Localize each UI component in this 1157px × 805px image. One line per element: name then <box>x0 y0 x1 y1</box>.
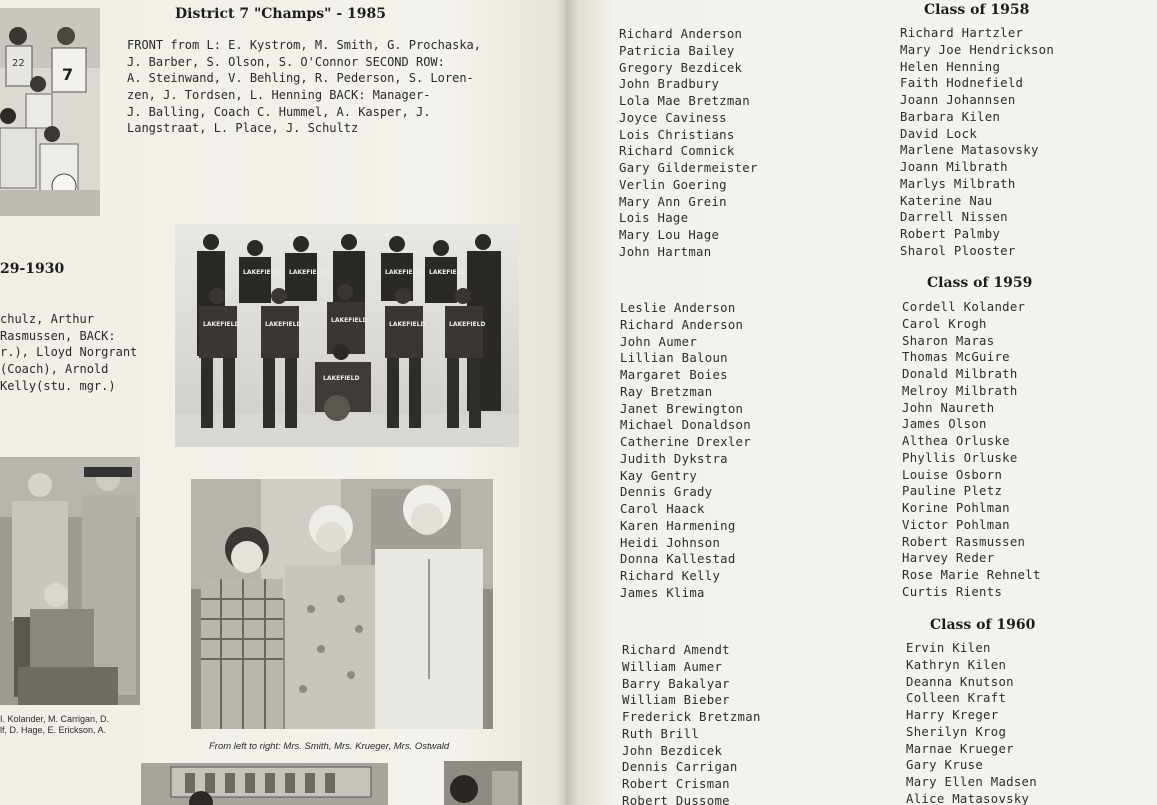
list-item: Colleen Kraft <box>906 691 1007 706</box>
list-item: Richard Amendt <box>622 643 730 657</box>
list-item: Harvey Reder <box>902 551 995 566</box>
list-item: Carol Haack <box>620 502 705 516</box>
list-item: Joyce Caviness <box>619 110 727 125</box>
list-item: Alice Matasovsky <box>906 791 1030 805</box>
list-item: Louise Osborn <box>902 467 1003 482</box>
list-item: Gary Kruse <box>906 758 984 773</box>
list-item: Melroy Milbrath <box>902 383 1018 398</box>
list-item: Marnae Krueger <box>906 741 1014 756</box>
list-item: Richard Comnick <box>619 144 735 159</box>
list-item: Victor Pohlman <box>902 517 1010 532</box>
caption-line: chulz, Arthur <box>0 312 94 326</box>
list-item: Robert Crisman <box>622 777 730 791</box>
list-item: Mary Joe Hendrickson <box>900 42 1055 57</box>
list-item: Barry Bakalyar <box>622 676 730 691</box>
list-item: Korine Pohlman <box>902 501 1010 515</box>
list-item: John Bezdicek <box>622 743 723 758</box>
list-item: Lillian Baloun <box>620 351 728 366</box>
list-item: Sharol Plooster <box>900 243 1016 258</box>
list-item: Althea Orluske <box>902 434 1010 448</box>
class-1960-heading: Class of 1960 <box>930 617 1036 633</box>
list-item: Sharon Maras <box>902 333 995 348</box>
svg-text:LAKEFIELD: LAKEFIELD <box>331 317 368 324</box>
class-1959-heading: Class of 1959 <box>927 275 1033 291</box>
caption-line: I. Kolander, M. Carrigan, D. <box>0 714 110 724</box>
caption-line: Langstraat, L. Place, J. Schultz <box>127 121 359 136</box>
list-item: Catherine Drexler <box>620 435 751 449</box>
caption-line: J. Balling, Coach C. Hummel, A. Kasper, J. <box>127 104 431 119</box>
list-item: Marlene Matasovsky <box>900 143 1039 158</box>
list-item: Donna Kallestad <box>620 552 736 567</box>
list-item: Phyllis Orluske <box>902 450 1018 465</box>
svg-text:LAKEFIELD: LAKEFIELD <box>385 269 422 276</box>
caption-line: Rasmussen, BACK: <box>0 328 116 343</box>
svg-text:LAKEFIELD: LAKEFIELD <box>429 269 466 276</box>
list-item: Margaret Boies <box>620 368 728 382</box>
svg-text:LAKEFIELD: LAKEFIELD <box>289 269 326 276</box>
men-group-photo <box>0 457 140 705</box>
list-item: Dennis Carrigan <box>622 760 738 775</box>
caption-line: lf, D. Hage, E. Erickson, A. <box>0 725 107 735</box>
class-list-column1-group3 <box>622 642 761 805</box>
list-item: Pauline Pletz <box>902 484 1003 499</box>
list-item: Lola Mae Bretzman <box>619 94 750 108</box>
bottom-photo-left-image <box>141 763 388 805</box>
list-item: Lois Christians <box>619 127 735 142</box>
caption-line: FRONT from L: E. Kystrom, M. Smith, G. Prochaska, <box>127 38 482 52</box>
list-item: Richard Anderson <box>619 27 743 41</box>
list-item: Curtis Rients <box>902 584 1003 599</box>
season-1930-heading: 29-1930 <box>0 261 65 277</box>
list-item: John Naureth <box>902 400 995 415</box>
caption-line: J. Barber, S. Olson, S. O'Connor SECOND ROW: <box>127 54 445 69</box>
class-list-column1-group1 <box>619 26 758 261</box>
list-item: Katerine Nau <box>900 193 993 208</box>
list-item: Thomas McGuire <box>902 350 1010 365</box>
list-item: Rose Marie Rehnelt <box>902 568 1041 582</box>
caption-line: Kelly(stu. mgr.) <box>0 378 116 393</box>
list-item: Ray Bretzman <box>620 384 713 399</box>
list-item: David Lock <box>900 126 978 141</box>
svg-text:22: 22 <box>12 58 25 69</box>
list-item: Janet Brewington <box>620 401 744 416</box>
list-item: John Hartman <box>619 244 712 259</box>
list-item: Mary Ellen Madsen <box>906 775 1037 789</box>
season-1930-caption <box>0 311 137 394</box>
champs-1985-caption <box>127 37 481 137</box>
svg-text:LAKEFIELD: LAKEFIELD <box>265 321 302 328</box>
list-item: Kathryn Kilen <box>906 657 1007 672</box>
list-item: Richard Anderson <box>620 317 744 332</box>
svg-text:LAKEFIELD: LAKEFIELD <box>243 269 280 276</box>
basketball-team-photo <box>175 224 519 447</box>
caption-line: zen, J. Tordsen, L. Henning BACK: Manager- <box>127 88 431 103</box>
list-item: Kay Gentry <box>620 468 698 483</box>
class-1959-list <box>902 299 1041 601</box>
list-item: Cordell Kolander <box>902 300 1026 314</box>
list-item: Sherilyn Krog <box>906 724 1007 739</box>
list-item: John Aumer <box>620 334 698 349</box>
caption-line: A. Steinwand, V. Behling, R. Pederson, S. Loren- <box>127 71 474 86</box>
list-item: Michael Donaldson <box>620 418 751 433</box>
list-item: Helen Henning <box>900 59 1001 74</box>
list-item: William Aumer <box>622 659 723 674</box>
volleyball-team-photo-image <box>0 8 100 216</box>
list-item: Dennis Grady <box>620 485 713 500</box>
list-item: Harry Kreger <box>906 708 999 722</box>
list-item: Judith Dykstra <box>620 451 728 466</box>
list-item: Gary Gildermeister <box>619 161 758 175</box>
volleyball-team-photo <box>0 8 100 216</box>
men-group-photo-image <box>0 457 140 705</box>
list-item: Leslie Anderson <box>620 301 736 315</box>
svg-text:LAKEFIELD: LAKEFIELD <box>323 375 360 382</box>
list-item: Patricia Bailey <box>619 43 735 58</box>
list-item: Robert Rasmussen <box>902 534 1026 549</box>
list-item: Darrell Nissen <box>900 210 1008 225</box>
list-item: Richard Kelly <box>620 569 721 583</box>
list-item: Robert Palmby <box>900 227 1001 241</box>
list-item: Robert Dussome <box>622 793 730 805</box>
list-item: James Klima <box>620 585 705 600</box>
list-item: Donald Milbrath <box>902 367 1018 381</box>
svg-text:LAKEFIELD: LAKEFIELD <box>389 321 426 328</box>
bottom-photo-left <box>141 763 388 805</box>
list-item: Joann Milbrath <box>900 160 1008 174</box>
caption-line: (Coach), Arnold <box>0 362 109 377</box>
caption-line: r.), Lloyd Norgrant <box>0 345 138 360</box>
list-item: Gregory Bezdicek <box>619 60 743 75</box>
class-1958-list <box>900 25 1054 260</box>
class-list-column1-group2 <box>620 300 751 602</box>
list-item: John Bradbury <box>619 77 720 92</box>
list-item: Faith Hodnefield <box>900 76 1024 91</box>
list-item: Frederick Bretzman <box>622 710 761 724</box>
bottom-photo-right <box>444 761 522 805</box>
svg-text:7: 7 <box>62 65 74 84</box>
women-photo-caption: From left to right: Mrs. Smith, Mrs. Krueger, Mrs. Ostwald <box>209 741 450 752</box>
list-item: Marlys Milbrath <box>900 176 1016 191</box>
list-item: Richard Hartzler <box>900 26 1024 40</box>
list-item: Barbara Kilen <box>900 109 1001 124</box>
list-item: Carol Krogh <box>902 316 987 331</box>
list-item: Ervin Kilen <box>906 641 991 655</box>
class-1960-list <box>906 640 1037 805</box>
list-item: Mary Lou Hage <box>619 228 720 242</box>
bottom-photo-right-image <box>444 761 522 805</box>
men-photo-caption <box>0 714 109 736</box>
book-spine-shadow <box>556 0 578 805</box>
list-item: Deanna Knutson <box>906 674 1014 689</box>
women-photo-image <box>191 479 493 729</box>
list-item: Mary Ann Grein <box>619 194 727 209</box>
list-item: Lois Hage <box>619 211 689 226</box>
champs-1985-heading: District 7 "Champs" - 1985 <box>175 6 386 22</box>
list-item: Ruth Brill <box>622 726 700 741</box>
class-1958-heading: Class of 1958 <box>924 2 1030 18</box>
list-item: William Bieber <box>622 693 730 708</box>
right-page <box>566 0 1157 805</box>
list-item: Karen Harmening <box>620 518 736 533</box>
women-photo <box>191 479 493 729</box>
basketball-team-photo-image <box>175 224 519 447</box>
list-item: Verlin Goering <box>619 177 727 192</box>
list-item: James Olson <box>902 417 987 432</box>
svg-text:LAKEFIELD: LAKEFIELD <box>203 321 240 328</box>
list-item: Joann Johannsen <box>900 93 1016 107</box>
svg-text:LAKEFIELD: LAKEFIELD <box>449 321 486 328</box>
left-page <box>0 0 566 805</box>
list-item: Heidi Johnson <box>620 535 721 550</box>
